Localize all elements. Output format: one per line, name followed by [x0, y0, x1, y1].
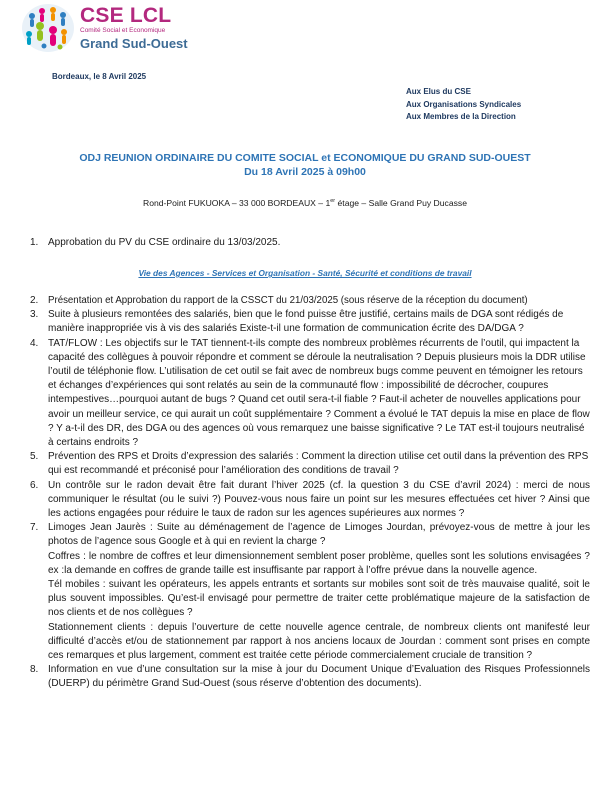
item-number: 5. [30, 451, 39, 463]
item-text: Approbation du PV du CSE ordinaire du 13/03/2025. [48, 237, 281, 248]
item-text: Présentation et Approbation du rapport de la CSSCT du 21/03/2025 (sous réserve de la réception du document) [48, 295, 528, 306]
globe-people-icon [20, 2, 76, 54]
document-title [0, 151, 610, 179]
logo-region: Grand Sud-Ouest [80, 36, 188, 51]
title-line-2: Du 18 Avril 2025 à 09h00 [244, 166, 366, 178]
item-paragraph: Stationnement clients : depuis l’ouverture de cette nouvelle agence centrale, de nombreux clients ont manifesté leur difficulté d’accès et/ou de stationnement par rapport à nos anciens locaux de Jourdan : comment sont prises en compte ces remarques et plus largement, comment est traitée cette période commercialement cruciale de transition ? [48, 621, 590, 662]
agenda-item-4 [30, 337, 590, 451]
item-text: Un contrôle sur le radon devait être fait durant l’hiver 2025 (cf. la question 3 du CSE d’avril 2024) : merci de nous communiquer le résultat (ou le suivi ?) Pouvez-vous nous faire un point sur les mesures effectuées cet hiver ? Ainsi que les actions engagées pour réduire le taux de radon sur les agences supérieures aux normes ? [48, 479, 590, 520]
item-paragraph: Coffres : le nombre de coffres et leur dimensionnement semblent poser problème, quelles sont les solutions envisagées ? ex :la demande en coffres de grande taille est insuffisante par rapport à l’offre prévue dans la nouvelle agence. [48, 550, 590, 576]
meeting-address [0, 198, 610, 208]
cse-logo [20, 2, 190, 54]
logo-title: CSE LCL [80, 4, 172, 27]
item-paragraph: Limoges Jean Jaurès : Suite au déménagement de l’agence de Limoges Jourdan, prévoyez-vous de mettre à jour les photos de l’agence sous Google et à qui en revient la charge ? [48, 522, 590, 548]
item-text: Prévention des RPS et Droits d’expression des salariés : Comment la direction utilise cet outil dans la prévention des RPS qui est recommandé et préconisé pour l’amélioration des conditions de travail ? [48, 451, 589, 477]
item-number: 2. [30, 295, 39, 306]
agenda-item-5 [30, 450, 590, 478]
recipient: Aux Elus du CSE [406, 87, 471, 96]
recipient: Aux Membres de la Direction [406, 112, 516, 121]
item-number: 7. [30, 522, 39, 534]
item-number: 8. [30, 664, 39, 676]
address-sup: er [330, 198, 336, 205]
section-heading: Vie des Agences - Services et Organisation - Santé, Sécurité et conditions de travail [138, 268, 472, 278]
item-text: Information en vue d’une consultation sur la mise à jour du Document Unique d’Evaluation des Risques Professionnels (DUERP) du périmètre Grand Sud-Ouest (sous réserve d’obtention des documents). [48, 664, 590, 690]
address-part: Rond-Point FUKUOKA – 33 000 BORDEAUX – 1 [143, 198, 331, 208]
agenda-list [30, 294, 590, 692]
item-number: 6. [30, 479, 39, 491]
agenda-item-2 [30, 294, 590, 308]
recipient: Aux Organisations Syndicales [406, 99, 522, 109]
agenda-item-1 [30, 236, 590, 250]
agenda-item-8 [30, 663, 590, 691]
item-text: Suite à plusieurs remontées des salariés, bien que le fond puisse être justifié, certains mails de DGA sont rédigés de manière inappropriée vis à vis des salariés Existe-t-il une formation de communication écrite des DA/DGA ? [48, 309, 564, 335]
agenda-item-3 [30, 308, 590, 336]
agenda-item-6 [30, 479, 590, 522]
item-number: 1. [30, 237, 39, 248]
logo-subtitle: Comité Social et Economique [80, 27, 166, 34]
title-line-1: ODJ REUNION ORDINAIRE DU COMITE SOCIAL et ECONOMIQUE DU GRAND SUD-OUEST [79, 152, 531, 164]
item-number: 4. [30, 337, 39, 349]
item-text: TAT/FLOW : Les objectifs sur le TAT tiennent-t-ils compte des nombreux problèmes récurrents de l’outil, qui impactent la capacité des collègues à pouvoir répondre et comment se déroule la neutralisation ? Depuis plusieurs mois la DDR utilise l’outil de téléphonie flow. L’utilisation de cet outil se fait avec de nombreux bugs comme peuvent en témoigner les retours et échanges d’expériences qui sont relatés au sein de la communauté flow : impossibilité de décrocher, coupures intempestives…pourquoi autant de bugs ? Quand cet outil sera-t-il fiable ? Faut-il acheter de nouvelles applications pour avoir un meilleur service, ce qui aurait un coût supplémentaire ? Comment a évolué le TAT depuis la mise en place de flow ? Y a-t-il des DR, des DGA ou des agences où vous remarquez une baisse significative ? Le TAT est-il toujours neutralisé à certains endroits ? [48, 337, 590, 449]
item-paragraph: Tél mobiles : suivant les opérateurs, les appels entrants et sortants sur mobiles sont soit de très mauvaise qualité, soit le plus souvent impossibles. Qu’est-il envisagé pour permettre de traiter cette problématique majeure de la satisfaction de nos clients et de nos collègues ? [48, 579, 590, 619]
address-part: étage – Salle Grand Puy Ducasse [335, 198, 467, 208]
agenda-item-7 [30, 521, 590, 663]
date-line: Bordeaux, le 8 Avril 2025 [52, 72, 147, 81]
item-number: 3. [30, 309, 39, 321]
recipients-block [406, 86, 521, 124]
